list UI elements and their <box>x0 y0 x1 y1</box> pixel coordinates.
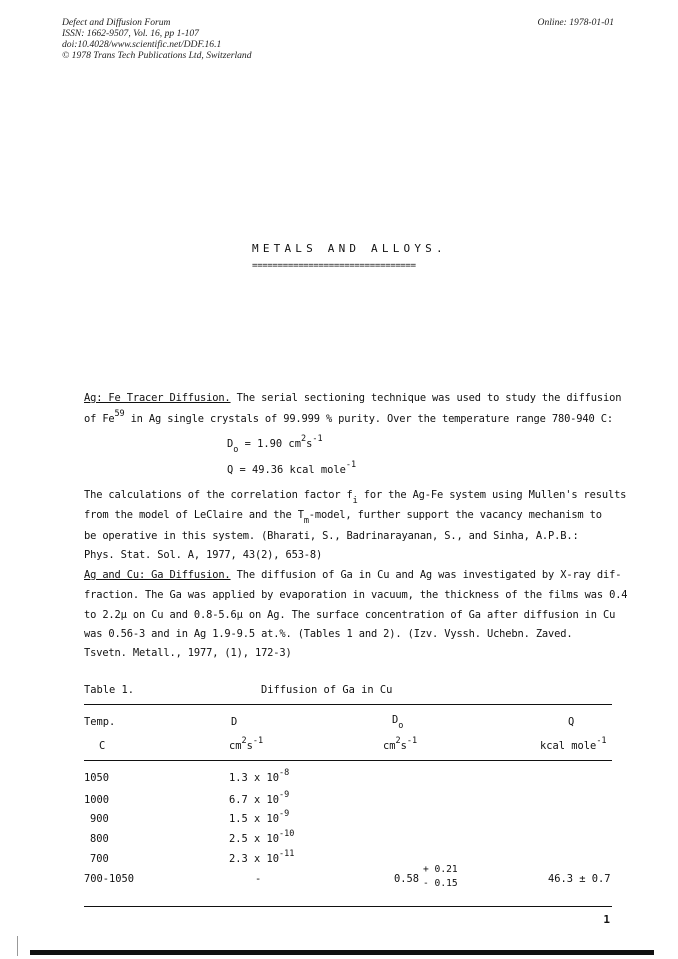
row-5-d: 2.3 x $10^{-11}$ <box>229 849 295 865</box>
summary-d0-plus: + 0.21 <box>423 864 458 875</box>
row-4-d: 2.5 x $10^{-10}$ <box>229 829 295 845</box>
header-d-unit: $cm^2s^{-1}$ <box>229 736 264 752</box>
copyright-line: © 1978 Trans Tech Publications Ltd, Switzerland <box>62 50 252 61</box>
ag-cu-line-2: fraction. The Ga was applied by evaporation in vacuum, the thickness of the films was 0.4 <box>84 589 628 601</box>
header-temp: Temp. <box>84 716 116 728</box>
table-label: Table 1. <box>84 684 135 696</box>
ag-cu-line-4: was 0.56-3 and in Ag 1.9-9.5 at.%. (Tables 1 and 2). (Izv. Vyssh. Uchebn. Zaved. <box>84 628 573 640</box>
online-date: Online: 1978-01-01 <box>537 17 614 28</box>
d0-equation: $D_o = 1.90$ $cm^2s^{-1}$ <box>227 434 323 455</box>
row-2-temp: 1000 <box>84 794 110 806</box>
summary-q: 46.3 ± 0.7 <box>548 873 611 885</box>
row-1-d: 1.3 x $10^{-8}$ <box>229 768 290 784</box>
section-title: METALS AND ALLOYS. <box>252 242 447 255</box>
ag-fe-line-4: from the model of LeClaire and the $T_m$-model, further support the vacancy mechanism to <box>84 509 602 526</box>
q-equation: Q = 49.36 kcal mole$^{-1}$ <box>227 460 357 476</box>
ag-cu-heading: Ag and Cu: Ga Diffusion. <box>84 569 231 581</box>
scan-edge-mark <box>17 936 18 956</box>
ag-cu-line-5: Tsvetn. Metall., 1977, (1), 172-3) <box>84 647 292 659</box>
ag-cu-line-1: Ag and Cu: Ga Diffusion. The diffusion of Ga in Cu and Ag was investigated by X-ray dif- <box>84 569 622 581</box>
row-5-temp: 700 <box>90 853 109 865</box>
table-caption: Diffusion of Ga in Cu <box>261 684 393 696</box>
ag-fe-line-2: of Fe$^{59}$ in Ag single crystals of 99.999 % purity. Over the temperature range 780-940 C: <box>84 409 613 425</box>
summary-d0-minus: - 0.15 <box>423 878 458 889</box>
ag-fe-line-5: be operative in this system. (Bharati, S., Badrinarayanan, S., and Sinha, A.P.B.: <box>84 530 579 542</box>
header-d: D <box>231 716 238 728</box>
header-temp-unit: C <box>99 740 106 752</box>
page-number: 1 <box>603 913 610 926</box>
table-bottom-rule <box>84 906 612 907</box>
header-q: Q <box>568 716 575 728</box>
row-1-temp: 1050 <box>84 772 110 784</box>
ag-fe-line-3: The calculations of the correlation factor $f_i$ for the Ag-Fe system using Mullen's results <box>84 489 627 506</box>
summary-d0: 0.58 <box>394 873 420 885</box>
summary-temp: 700-1050 <box>84 873 135 885</box>
row-4-temp: 800 <box>90 833 109 845</box>
citation-header <box>62 17 252 61</box>
ag-fe-heading: Ag: Fe Tracer Diffusion. <box>84 392 231 404</box>
table-top-rule <box>84 704 612 705</box>
page-bottom-bar <box>30 950 654 955</box>
doi-line: doi:10.4028/www.scientific.net/DDF.16.1 <box>62 39 222 50</box>
header-q-unit: kcal mole$^{-1}$ <box>540 736 607 752</box>
row-3-d: 1.5 x $10^{-9}$ <box>229 809 290 825</box>
header-d0-unit: $cm^2s^{-1}$ <box>383 736 418 752</box>
issn-line: ISSN: 1662-9507, Vol. 16, pp 1-107 <box>62 28 199 39</box>
ag-cu-line-3: to 2.2µ on Cu and 0.8-5.6µ on Ag. The surface concentration of Ga after diffusion in Cu <box>84 609 616 621</box>
row-2-d: 6.7 x $10^{-9}$ <box>229 790 290 806</box>
section-title-underline: ================================ <box>252 261 416 271</box>
ag-fe-line-6: Phys. Stat. Sol. A, 1977, 43(2), 653-8) <box>84 549 323 561</box>
row-3-temp: 900 <box>90 813 109 825</box>
header-d0: $D_o$ <box>392 714 404 731</box>
journal-name: Defect and Diffusion Forum <box>62 17 171 28</box>
summary-d: - <box>255 873 262 885</box>
ag-fe-line-1: Ag: Fe Tracer Diffusion. The serial sectioning technique was used to study the diffusion <box>84 392 622 404</box>
table-header-rule <box>84 760 612 761</box>
